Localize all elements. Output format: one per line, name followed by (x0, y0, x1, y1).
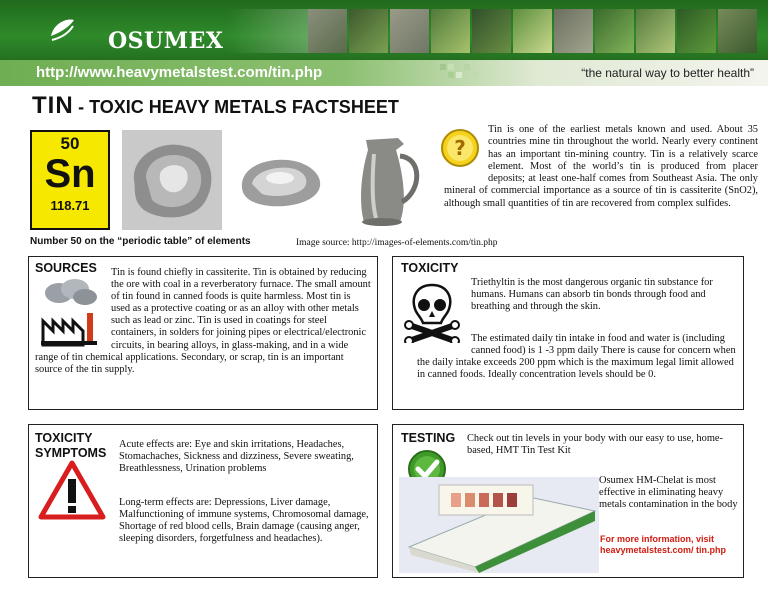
long-term-text-wrap (35, 497, 373, 545)
nature-photo (390, 9, 429, 53)
nature-photo (472, 9, 511, 53)
sources-box (28, 256, 378, 410)
nature-photo (349, 9, 388, 53)
sources-text: Tin is found chiefly in cassiterite. Tin is obtained by reducing the ore with coal in a reverberatory furnace. The small amount of tin found in canned foods is quite harmless. Most tin is used as a protective coating or as an alloy with other metals such as lead or zinc. Tin is used in coatings for steel containers, in solders for joining pipes or electrical/electronic circuits, in bearing alloys, in glass-making, and in a wide range of tin chemical applications. Secondary, or scrap, tin is an important source of the tin supply. (35, 267, 371, 375)
nature-photo (677, 9, 716, 53)
nature-photo (308, 9, 347, 53)
acute-effects-text: Acute effects are: Eye and skin irritations, Headaches, Stomachaches, Sickness and dizziness, Severe sweating, Breathlessness, Urination problems (119, 439, 354, 475)
intro-paragraph (444, 124, 758, 210)
nature-photo (718, 9, 757, 53)
pixel-decoration (440, 64, 478, 78)
tin-crystal-image (122, 130, 222, 230)
svg-text:?: ? (454, 136, 466, 160)
page-title (32, 92, 399, 120)
nature-photo (636, 9, 675, 53)
long-term-effects-text: Long-term effects are: Depressions, Liver damage, Malfunctioning of immune systems, Chromosomal damage, Shortage of red blood cells, Brain damage (causing anger, sleeping disorders, forgetfulness and headaches). (119, 497, 369, 545)
photo-strip (308, 9, 757, 53)
symptoms-title-1: TOXICITY (35, 431, 93, 445)
chelat-text: Osumex HM-Chelat is most effective in eliminating heavy metals contamination in the body (599, 475, 738, 511)
toxicity-box (392, 256, 744, 410)
toxicity-text-2: The estimated daily tin intake in food and water is (including canned food) is 1 -3 ppm daily There is cause for concern when the daily intake exceeds 200 ppm which is the maximum legal limit allowed in canned foods. Ideally concentration levels should be 0. (417, 333, 736, 381)
header-pixel-fade (228, 9, 308, 53)
nature-photo (595, 9, 634, 53)
nature-photo (513, 9, 552, 53)
sources-text-wrap (35, 267, 371, 376)
url-bar (0, 60, 768, 86)
toxicity-text-2-wrap (417, 333, 737, 381)
tin-pitcher-image (336, 130, 432, 230)
periodic-caption: Number 50 on the “periodic table” of elements (30, 236, 251, 247)
toxicity-text-1: Triethyltin is the most dangerous organic tin substance for humans. Humans can absorb tin bonds through food and breathing and through the skin. (471, 277, 713, 313)
toxicity-title: TOXICITY (401, 261, 459, 275)
sources-title: SOURCES (35, 261, 97, 275)
title-subtitle: - TOXIC HEAVY METALS FACTSHEET (78, 97, 399, 117)
leaf-logo-icon (48, 16, 76, 44)
test-kit-image (399, 477, 599, 573)
symptoms-box (28, 424, 378, 578)
nature-photo (554, 9, 593, 53)
image-source-caption: Image source: http://images-of-elements.com/tin.php (296, 238, 498, 248)
atomic-number: 50 (60, 134, 80, 153)
more-info-link[interactable]: For more information, visit heavymetalstest.com/ tin.php (600, 534, 727, 555)
testing-title: TESTING (401, 431, 456, 445)
title-element: TIN (32, 92, 74, 119)
element-symbol: Sn (44, 152, 96, 196)
element-tile (30, 130, 110, 230)
tagline: “the natural way to better health” (581, 66, 754, 80)
symptoms-title-2: SYMPTOMS (35, 446, 107, 460)
tin-nugget-image (234, 130, 328, 230)
atomic-mass: 118.71 (50, 198, 90, 213)
testing-text: Check out tin levels in your body with our easy to use, home-based, HMT Tin Test Kit (467, 433, 723, 457)
intro-text: Tin is one of the earliest metals known and used. About 35 countries mine tin throughout the world. Nearly every continent has an important tin-mining country. Tin is a relatively scarce element. Most of the world’s tin is produced from placer deposits; at least one-half comes from Southeast Asia. The only mineral of commercial importance as a source of tin is cassiterite (SnO2), although small quantities of tin are recovered from complex sulfides. (444, 124, 758, 209)
header-banner (0, 0, 768, 60)
nature-photo (431, 9, 470, 53)
brand-name: OSUMEX (108, 28, 224, 54)
site-url-link[interactable]: http://www.heavymetalstest.com/tin.php (36, 64, 323, 81)
